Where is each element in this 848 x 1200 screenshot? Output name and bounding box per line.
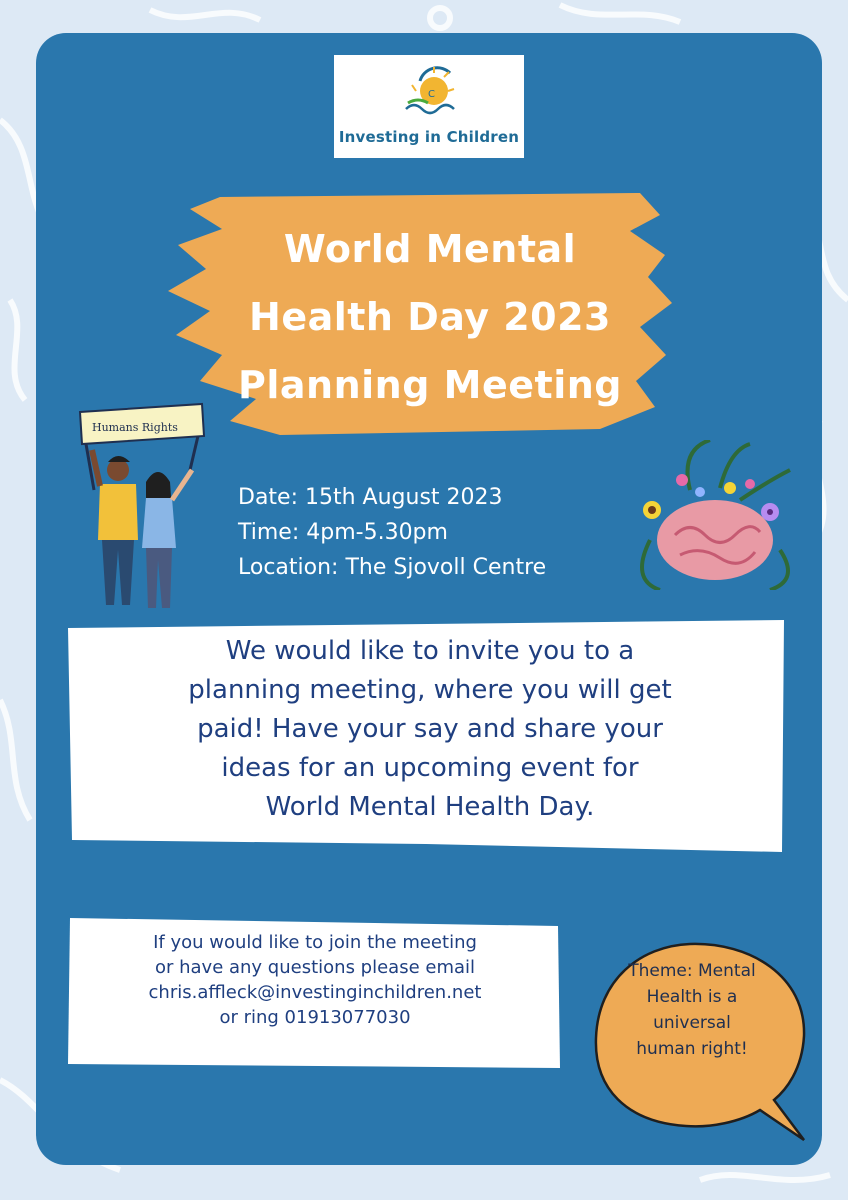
title-line-2: Health Day 2023 — [249, 295, 611, 339]
invite-line-1: We would like to invite you to a — [225, 636, 635, 666]
banner-sign-text: Humans Rights — [92, 421, 178, 434]
invite-line-4: ideas for an upcoming event for — [221, 753, 639, 783]
invite-message — [120, 632, 740, 827]
title-line-3: Planning Meeting — [238, 363, 622, 407]
contact-info — [90, 930, 540, 1030]
contact-line-2: or have any questions please email — [154, 957, 476, 978]
invite-line-5: World Mental Health Day. — [265, 792, 595, 822]
title-line-1: World Mental — [283, 227, 577, 271]
human-rights-people-illustration — [72, 400, 222, 615]
page-title — [200, 215, 660, 419]
event-details — [238, 480, 546, 585]
sun-child-icon — [402, 61, 462, 121]
theme-line-4: human right! — [636, 1039, 748, 1059]
brain-flowers-illustration — [630, 440, 800, 590]
event-time: Time: 4pm-5.30pm — [238, 520, 448, 545]
contact-phone[interactable]: or ring 01913077030 — [219, 1007, 411, 1028]
contact-line-1: If you would like to join the meeting — [153, 932, 477, 953]
theme-line-1: Theme: Mental — [628, 961, 756, 981]
contact-email[interactable]: chris.affleck@investinginchildren.net — [148, 982, 482, 1003]
logo-text: Investing in Children — [338, 128, 520, 146]
invite-line-2: planning meeting, where you will get — [188, 675, 672, 705]
theme-line-3: universal — [653, 1013, 731, 1033]
theme-line-2: Health is a — [646, 987, 738, 1007]
event-location: Location: The Sjovoll Centre — [238, 555, 547, 580]
svg-text:C: C — [428, 89, 435, 100]
theme-text — [610, 958, 774, 1062]
invite-line-3: paid! Have your say and share your — [197, 714, 663, 744]
logo — [334, 55, 524, 158]
event-date: Date: 15th August 2023 — [238, 485, 503, 510]
